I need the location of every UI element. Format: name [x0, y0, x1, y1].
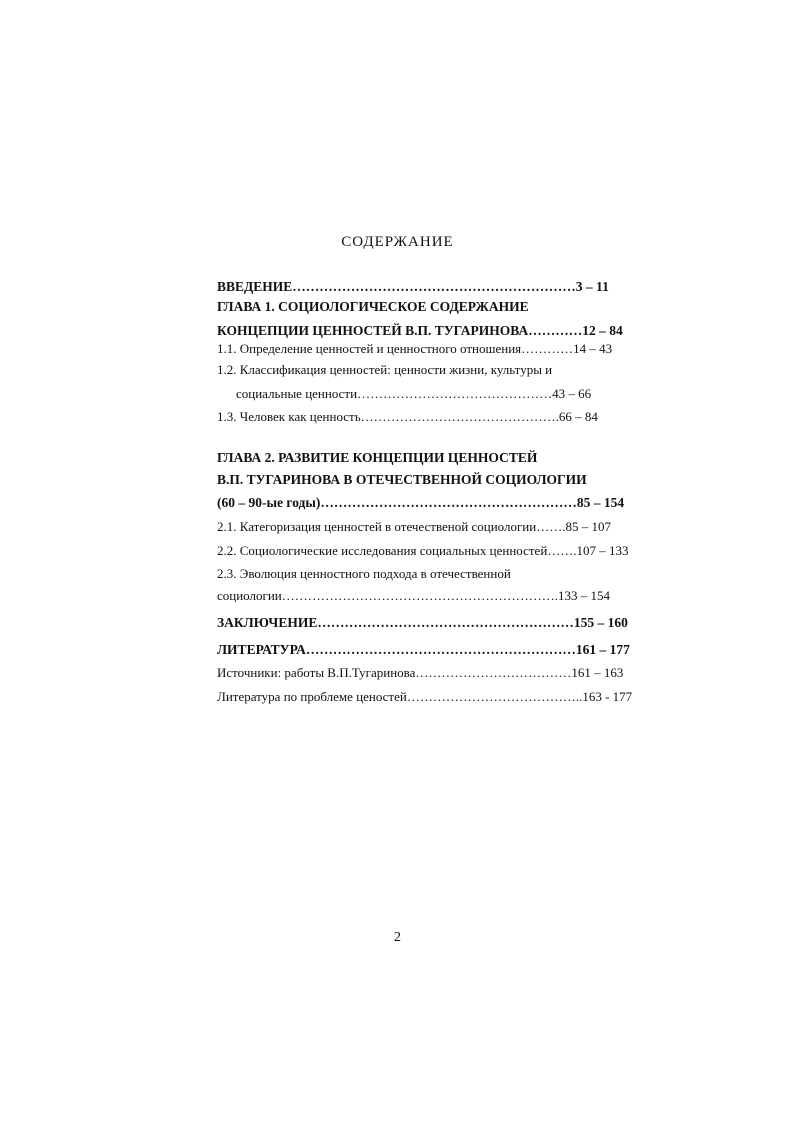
toc-entry-sources[interactable]: Источники: работы В.П.Тугаринова………………………………161 – 163 [217, 665, 624, 680]
toc-entry-conclusion[interactable]: ЗАКЛЮЧЕНИЕ…………………………………………………155 – 160 [217, 615, 628, 630]
toc-chapter-1-title-cont[interactable]: КОНЦЕПЦИИ ЦЕННОСТЕЙ В.П. ТУГАРИНОВА…………12 – 84 [217, 323, 623, 338]
toc-chapter-2-title-cont[interactable]: В.П. ТУГАРИНОВА В ОТЕЧЕСТВЕННОЙ СОЦИОЛОГИИ [217, 472, 587, 487]
toc-section-2-1[interactable]: 2.1. Категоризация ценностей в отечественой социологии…….85 – 107 [217, 519, 611, 534]
toc-section-2-3-cont[interactable]: социологии……………………………………………………….133 – 154 [217, 588, 610, 603]
toc-chapter-2-years[interactable]: (60 – 90-ые годы)…………………………………………………85 – 154 [217, 495, 625, 510]
toc-section-1-1[interactable]: 1.1. Определение ценностей и ценностного отношения…………14 – 43 [217, 341, 613, 356]
toc-section-1-3[interactable]: 1.3. Человек как ценность……………………………………….66 – 84 [217, 409, 598, 424]
toc-chapter-2-title[interactable]: ГЛАВА 2. РАЗВИТИЕ КОНЦЕПЦИИ ЦЕННОСТЕЙ [217, 450, 538, 465]
page-number: 2 [394, 930, 401, 945]
page-title: СОДЕРЖАНИЕ [341, 234, 454, 250]
toc-chapter-1-title[interactable]: ГЛАВА 1. СОЦИОЛОГИЧЕСКОЕ СОДЕРЖАНИЕ [217, 299, 529, 314]
toc-section-1-2-cont[interactable]: социальные ценности………………………………………43 – 66 [236, 386, 592, 401]
toc-entry-intro[interactable]: ВВЕДЕНИЕ………………………………………………………3 – 11 [217, 279, 609, 294]
toc-section-2-3[interactable]: 2.3. Эволюция ценностного подхода в отечественной [217, 566, 511, 581]
toc-section-1-2[interactable]: 1.2. Классификация ценностей: ценности жизни, культуры и [217, 362, 553, 377]
toc-section-2-2[interactable]: 2.2. Социологические исследования социальных ценностей…….107 – 133 [217, 543, 629, 558]
toc-entry-literature-problem[interactable]: Литература по проблеме ценостей…………………………………..163 - 177 [217, 689, 633, 704]
toc-entry-literature[interactable]: ЛИТЕРАТУРА……………………………………………………161 – 177 [217, 642, 630, 657]
